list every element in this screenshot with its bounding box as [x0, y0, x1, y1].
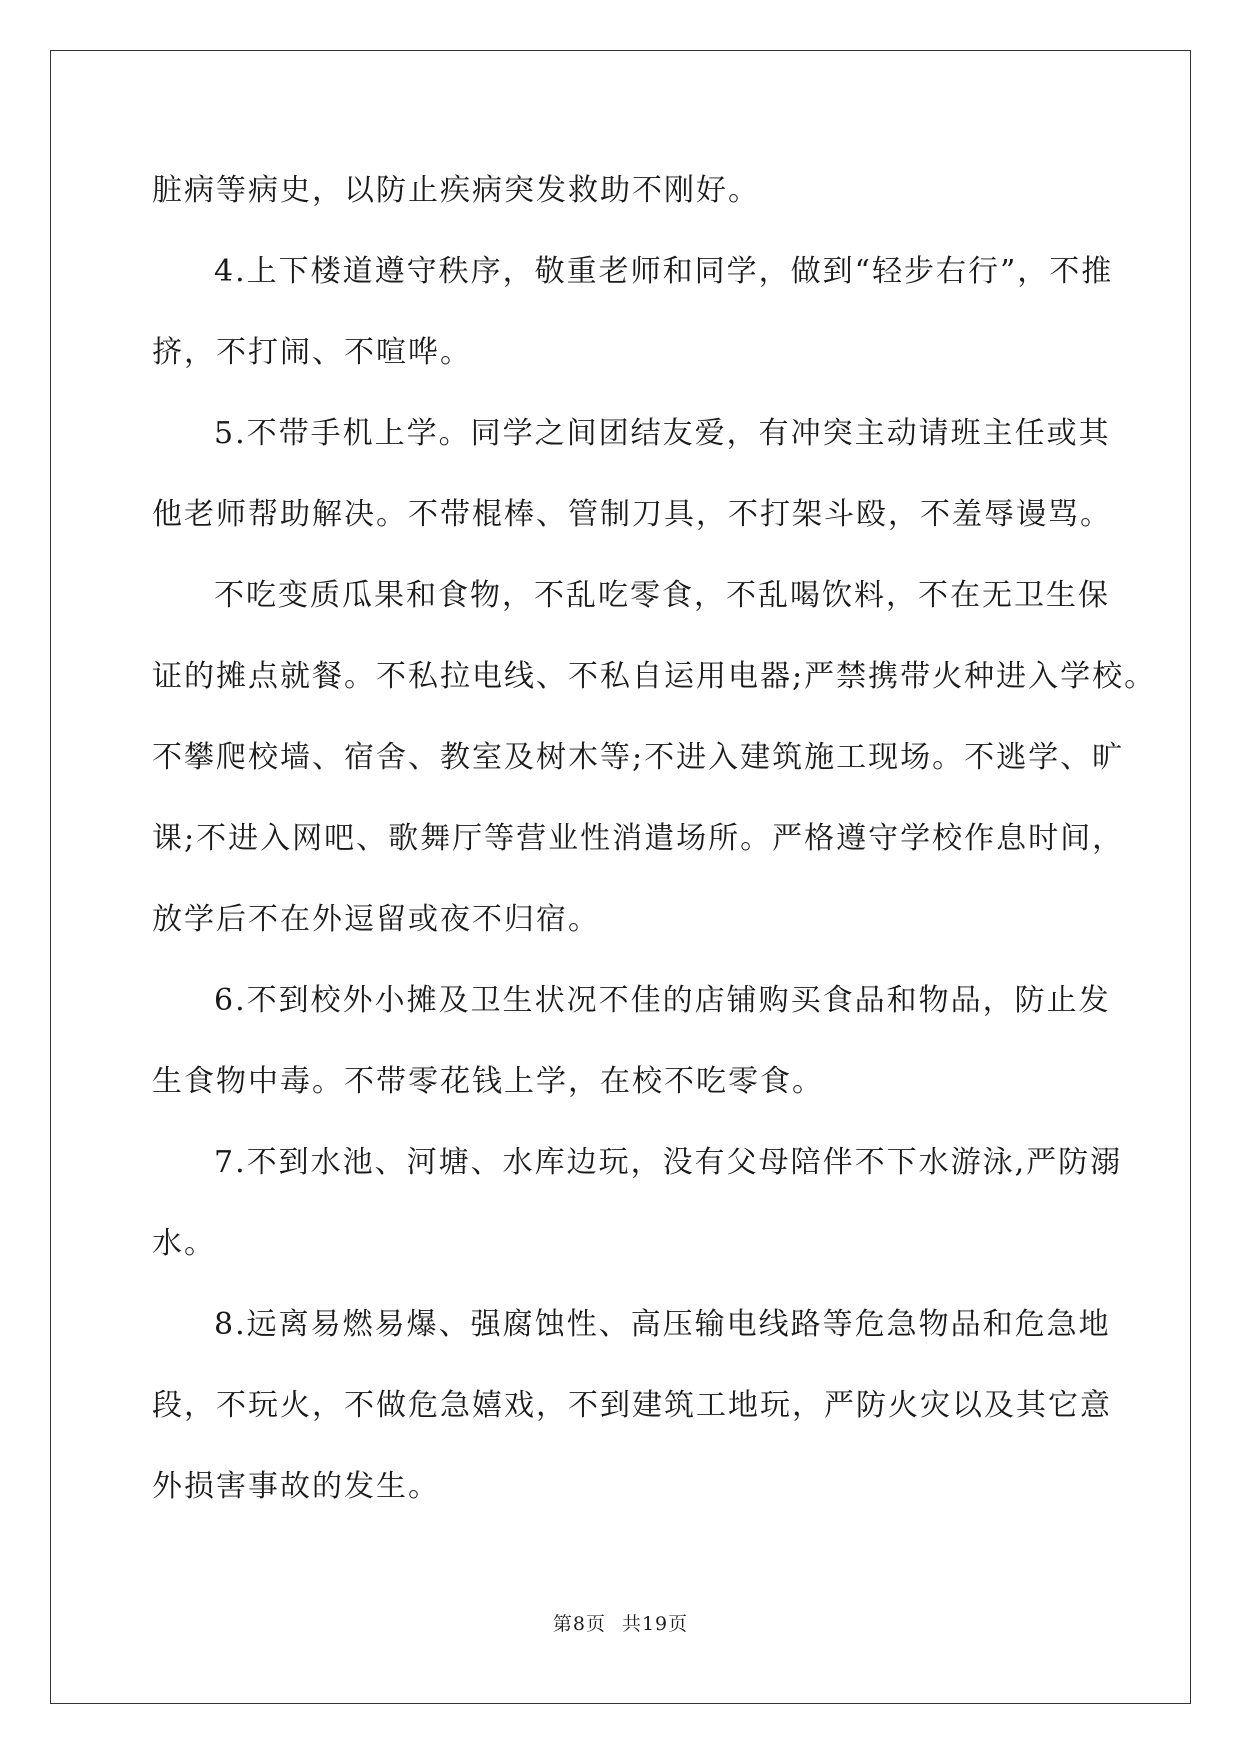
text-line: 证的摊点就餐。不私拉电线、不私自运用电器;严禁携带火种进入学校。 — [152, 659, 1157, 694]
text-line: 8.远离易燃易爆、强腐蚀性、高压输电线路等危急物品和危急地 — [214, 1307, 1111, 1342]
page-number: 第8页 — [552, 1613, 606, 1635]
text-line: 不攀爬校墙、宿舍、教室及树木等;不进入建筑施工现场。不逃学、旷 — [152, 740, 1125, 775]
page-footer — [0, 1612, 1241, 1636]
page-border — [50, 50, 1191, 1704]
text-line: 课;不进入网吧、歌舞厅等营业性消遣场所。严格遵守学校作息时间， — [152, 821, 1125, 856]
text-line: 放学后不在外逗留或夜不归宿。 — [152, 902, 600, 937]
page-total: 共19页 — [621, 1613, 689, 1635]
text-line: 外损害事故的发生。 — [152, 1469, 440, 1504]
text-line: 生食物中毒。不带零花钱上学，在校不吃零食。 — [152, 1064, 824, 1099]
text-line: 脏病等病史，以防止疾病突发救助不刚好。 — [152, 173, 760, 208]
text-line: 挤，不打闹、不喧哗。 — [152, 335, 472, 370]
text-line: 7.不到水池、河塘、水库边玩，没有父母陪伴不下水游泳,严防溺 — [214, 1145, 1123, 1180]
text-line: 段，不玩火，不做危急嬉戏，不到建筑工地玩，严防火灾以及其它意 — [152, 1388, 1112, 1423]
text-line: 6.不到校外小摊及卫生状况不佳的店铺购买食品和物品，防止发 — [214, 983, 1111, 1018]
text-line: 5.不带手机上学。同学之间团结友爱，有冲突主动请班主任或其 — [214, 416, 1111, 451]
text-line: 水。 — [152, 1226, 216, 1261]
text-line: 4.上下楼道遵守秩序，敬重老师和同学，做到“轻步右行”，不推 — [214, 254, 1114, 289]
text-line: 他老师帮助解决。不带棍棒、管制刀具，不打架斗殴，不羞辱谩骂。 — [152, 497, 1112, 532]
text-line: 不吃变质瓜果和食物，不乱吃零食，不乱喝饮料，不在无卫生保 — [214, 578, 1110, 613]
